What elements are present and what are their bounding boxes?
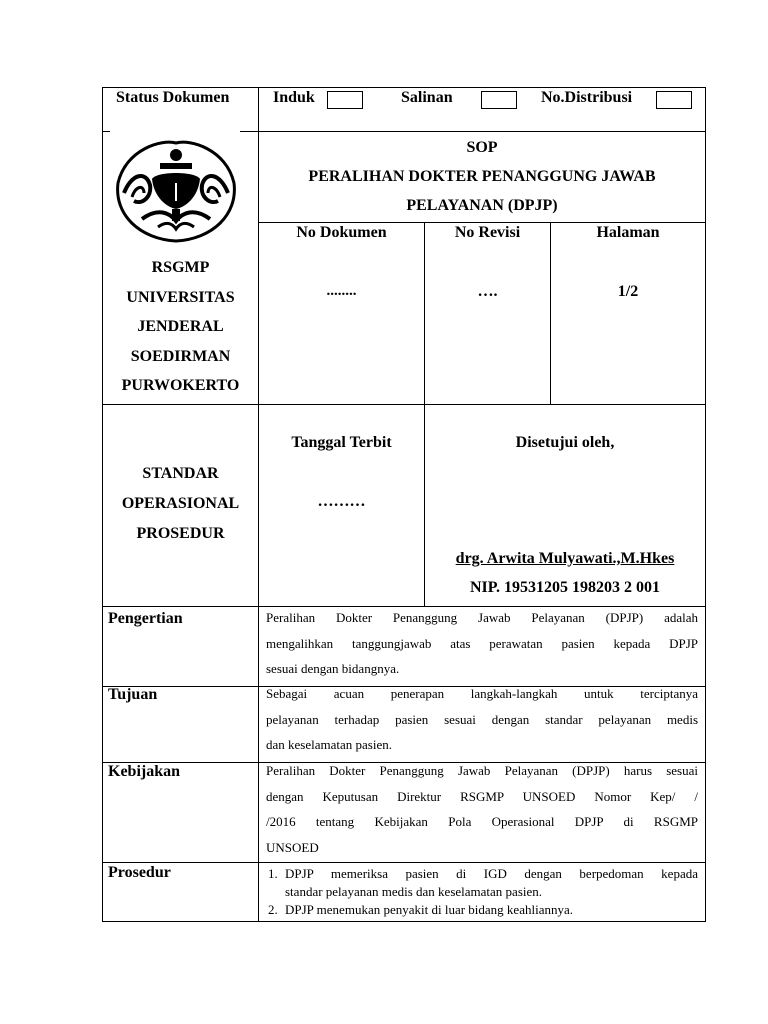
institution-line: PURWOKERTO — [121, 377, 240, 394]
title-line-3: PELAYANAN (DPJP) — [406, 197, 558, 214]
distribusi-label: No.Distribusi — [541, 89, 633, 106]
pengertian-text — [266, 605, 698, 682]
tujuan-line: pelayanan terhadap pasien sesuai dengan standar pelayanan medis — [266, 711, 698, 727]
tujuan-text — [266, 681, 698, 758]
prosedur-item-line: standar pelayanan medis dan keselamatan pasien. — [285, 884, 543, 899]
tanggal-terbit-value: ……… — [317, 493, 366, 510]
sop-line: PROSEDUR — [136, 525, 225, 542]
prosedur-item-line: DPJP menemukan penyakit di luar bidang keahliannya. — [285, 902, 573, 917]
approver-name: drg. Arwita Mulyawati.,M.Hkes — [455, 550, 675, 567]
no-dokumen-label: No Dokumen — [296, 224, 387, 241]
title-sop: SOP — [466, 139, 498, 156]
prosedur-item-number: 1. — [268, 866, 278, 881]
pengertian-label: Pengertian — [108, 610, 183, 627]
prosedur-item-line: DPJP memeriksa pasien di IGD dengan berpedoman kepada — [285, 866, 698, 881]
sop-block-title — [103, 459, 258, 549]
institution-name — [103, 253, 258, 401]
university-logo — [112, 135, 240, 247]
salinan-label: Salinan — [401, 89, 453, 106]
salinan-checkbox[interactable] — [481, 91, 517, 109]
sop-line: STANDAR — [142, 465, 219, 482]
kebijakan-line: Peralihan Dokter Penanggung Jawab Pelayanan (DPJP) harus sesuai — [266, 763, 698, 778]
institution-line: SOEDIRMAN — [130, 347, 231, 365]
tujuan-line: Sebagai acuan penerapan langkah-langkah untuk terciptanya — [266, 686, 698, 701]
institution-line: JENDERAL — [137, 318, 224, 335]
approver-nip: NIP. 19531205 198203 2 001 — [469, 579, 661, 596]
kebijakan-line: dengan Keputusan Direktur RSGMP UNSOED Nomor Kep/ / — [266, 788, 698, 804]
tanggal-terbit-label: Tanggal Terbit — [291, 434, 392, 451]
kebijakan-line: /2016 tentang Kebijakan Pola Operasional DPJP di RSGMP — [266, 814, 698, 829]
tujuan-label: Tujuan — [108, 686, 158, 703]
halaman-value: 1/2 — [617, 283, 639, 300]
document-title — [259, 133, 705, 220]
pengertian-line: sesuai dengan bidangnya. — [266, 661, 400, 676]
pengertian-line: Peralihan Dokter Penanggung Jawab Pelayanan (DPJP) adalah — [266, 610, 698, 625]
kebijakan-label: Kebijakan — [108, 763, 181, 780]
disetujui-label: Disetujui oleh, — [515, 434, 615, 451]
status-dokumen-label: Status Dokumen — [116, 89, 230, 106]
no-dokumen-value: ........ — [326, 283, 357, 299]
induk-checkbox[interactable] — [327, 91, 363, 109]
prosedur-item-number: 2. — [268, 902, 278, 917]
sop-line: OPERASIONAL — [121, 495, 240, 512]
prosedur-item — [268, 900, 698, 919]
kebijakan-text — [266, 758, 698, 860]
tujuan-line: dan keselamatan pasien. — [266, 737, 392, 752]
prosedur-list — [268, 864, 698, 919]
no-revisi-label: No Revisi — [454, 224, 521, 241]
no-revisi-value: …. — [477, 283, 498, 300]
institution-line: UNIVERSITAS — [126, 288, 235, 306]
halaman-label: Halaman — [596, 224, 660, 241]
institution-line: RSGMP — [151, 259, 210, 276]
title-line-2: PERALIHAN DOKTER PENANGGUNG JAWAB — [308, 168, 656, 185]
induk-label: Induk — [273, 89, 315, 106]
prosedur-label: Prosedur — [108, 864, 171, 881]
distribusi-checkbox[interactable] — [656, 91, 692, 109]
pengertian-line: mengalihkan tanggungjawab atas perawatan pasien kepada DPJP — [266, 635, 698, 651]
prosedur-item — [268, 864, 698, 900]
kebijakan-line: UNSOED — [266, 839, 319, 855]
